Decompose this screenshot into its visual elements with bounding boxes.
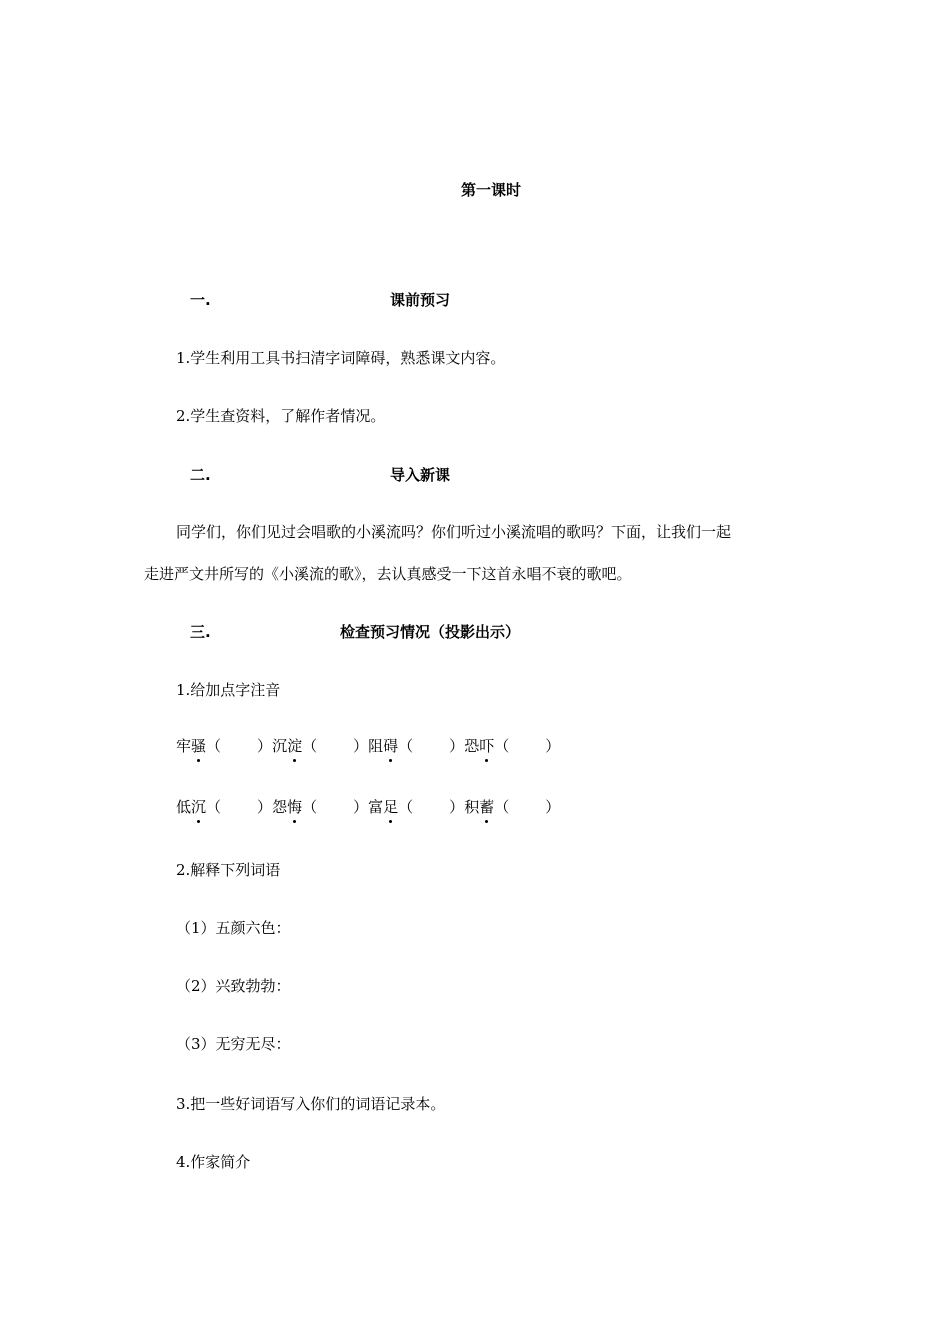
section-number: 二. — [190, 466, 211, 484]
word-item: 富足 — [368, 798, 399, 816]
section-heading: 课前预习 — [390, 291, 451, 309]
word-item: 牢骚 — [176, 737, 207, 755]
question-1: 1.给加点字注音 — [176, 681, 281, 699]
term-2: （2）兴致勃勃： — [176, 977, 291, 995]
preview-item-2: 2.学生查资料，了解作者情况。 — [176, 407, 386, 425]
preview-item-1: 1.学生利用工具书扫清字词障碍，熟悉课文内容。 — [176, 349, 506, 367]
word-item: 积蓄 — [464, 798, 495, 816]
word-item: 沉淀 — [272, 737, 303, 755]
section-number: 三. — [190, 623, 211, 641]
word-item: 恐吓 — [464, 737, 495, 755]
page-title: 第一课时 — [460, 181, 521, 199]
section-number: 一. — [190, 291, 211, 309]
term-1: （1）五颜六色： — [176, 919, 291, 937]
pinyin-row-1: 牢骚（ ）沉淀（ ）阻碍（ ）恐吓（ ） — [176, 737, 561, 755]
intro-paragraph-line-2: 走进严文井所写的《小溪流的歌》，去认真感受一下这首永唱不衰的歌吧。 — [144, 565, 632, 583]
section-heading: 导入新课 — [390, 466, 451, 484]
term-3: （3）无穷无尽： — [176, 1035, 291, 1053]
question-3: 3.把一些好词语写入你们的词语记录本。 — [176, 1095, 446, 1113]
word-item: 低沉 — [176, 798, 207, 816]
intro-paragraph-line-1: 同学们，你们见过会唱歌的小溪流吗？你们听过小溪流唱的歌吗？下面，让我们一起 — [176, 523, 732, 541]
question-4: 4.作家简介 — [176, 1153, 251, 1171]
word-item: 阻碍 — [368, 737, 399, 755]
section-heading: 检查预习情况（投影出示） — [340, 623, 521, 641]
pinyin-row-2: 低沉（ ）怨悔（ ）富足（ ）积蓄（ ） — [176, 798, 561, 816]
question-2: 2.解释下列词语 — [176, 861, 281, 879]
word-item: 怨悔 — [272, 798, 303, 816]
